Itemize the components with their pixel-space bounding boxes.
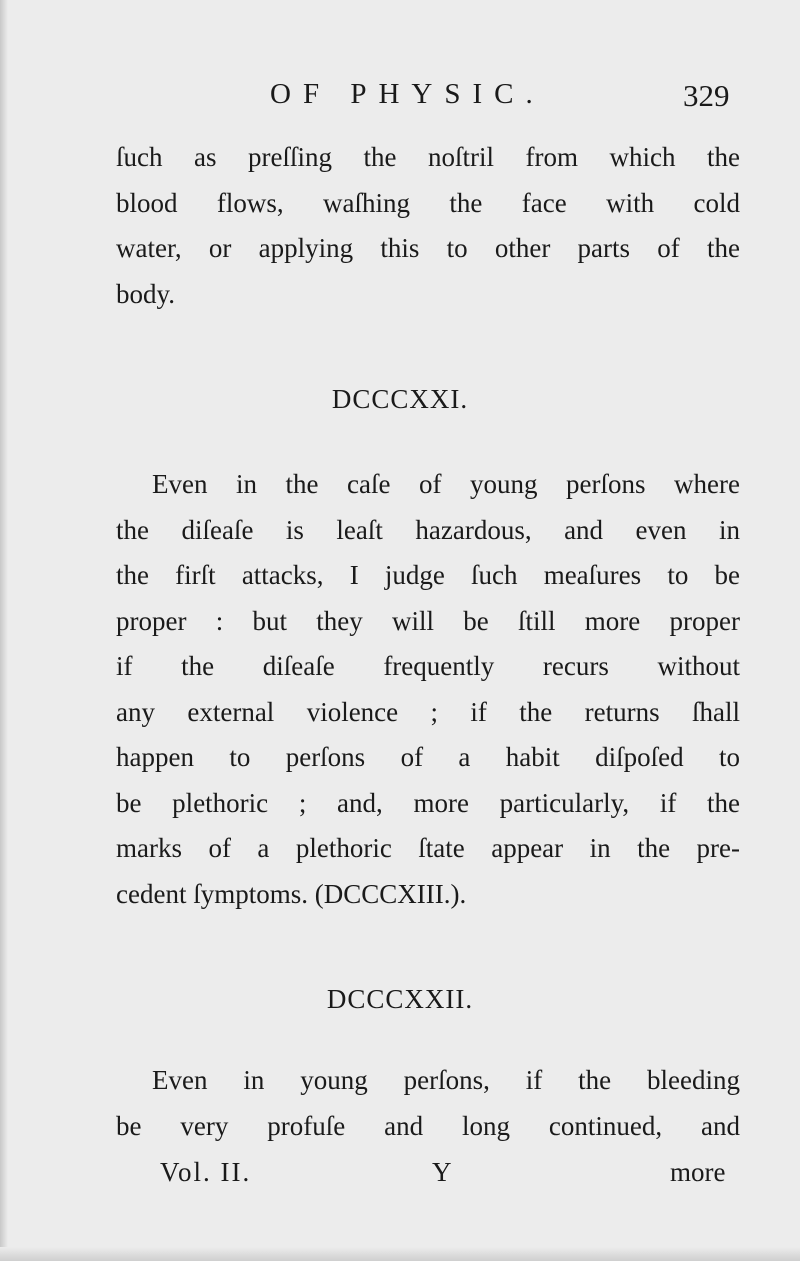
continued-paragraph [116,135,740,317]
page-bottom-shadow [0,1247,800,1261]
text-line: the firſt attacks, I judge ſuch meaſures to be [116,560,740,590]
text-line: if the diſeaſe frequently recurs without [116,651,740,681]
page-footer [0,1152,800,1192]
text-line: marks of a plethoric ſtate appear in the pre- [116,833,740,863]
signature-mark: Y [432,1157,452,1187]
text-line: any external violence ; if the returns ſhall [116,696,740,727]
text-line: cedent ſymptoms. (DCCCXIII.). [116,878,467,909]
text-line: be plethoric ; and, more particularly, if the [116,787,740,818]
running-title: OF PHYSIC. [270,78,545,110]
text-line: happen to perſons of a habit diſpoſed to [116,742,740,772]
text-line: water, or applying this to other parts of the [116,233,740,263]
text-line: body. [116,278,175,309]
section-dcccxxii-paragraph [116,1058,740,1149]
text-line: blood flows, waſhing the face with cold [116,187,740,218]
section-heading-dcccxxii: DCCCXXII. [326,984,474,1014]
volume-label: Vol. II. [160,1157,252,1187]
text-line: proper : but they will be ſtill more proper [116,605,740,636]
running-head [0,72,800,116]
catchword: more [670,1157,726,1187]
text-line: Even in the caſe of young perſons where [152,469,740,499]
section-dcccxxi-paragraph [116,462,740,917]
text-line: Even in young perſons, if the bleeding [152,1065,740,1095]
text-line: ſuch as preſſing the noſtril from which the [116,142,740,172]
page-number: 329 [683,78,730,113]
text-line: be very profuſe and long continued, and [116,1110,740,1141]
text-line: the diſeaſe is leaſt hazardous, and even in [116,514,740,545]
section-heading-dcccxxi: DCCCXXI. [331,384,469,414]
page-edge-shadow [0,0,8,1261]
